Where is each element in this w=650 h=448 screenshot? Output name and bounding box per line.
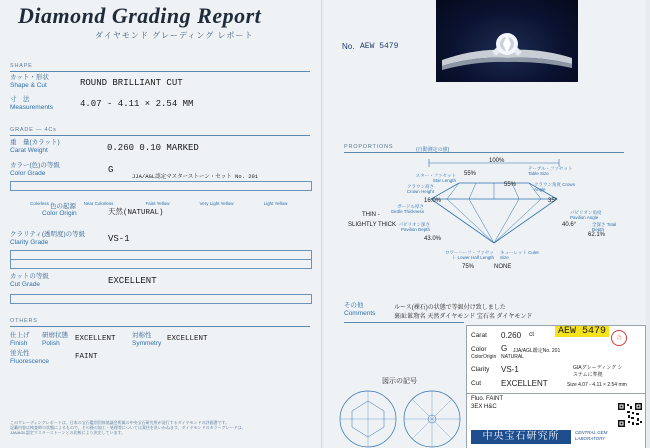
label-pav-angle: パビリオン角度 Pavilion Angle (570, 210, 602, 220)
carat-label-jp: 重 量(カラット) (10, 139, 60, 146)
color-scale-label: Faint Yellow (145, 201, 170, 206)
fluor-value: FAINT (75, 353, 98, 361)
ring-photo (436, 0, 578, 82)
certificate-card (466, 325, 646, 448)
cut-scale-cell (71, 303, 131, 304)
report-left-page (0, 0, 322, 448)
card-fluor: Fluo. FAINT (471, 396, 504, 402)
color-scale-cell (298, 190, 311, 191)
card-origin-value: NATURAL (501, 354, 524, 360)
fluor-label-jp: 蛍光性 (10, 350, 30, 357)
origin-label-jp: 色の起源 (50, 203, 76, 210)
symmetry-value: EXCELLENT (167, 335, 208, 343)
footnote-line: このグレーディングレポートは、日本の宝石鑑別団体協議会所属の中央宝石研究所が発行するダイヤモンドの評価書です。 (10, 420, 230, 425)
report-subtitle: ダイヤモンド グレーディング レポート (95, 31, 254, 40)
card-carat-value: 0.260 (501, 331, 522, 340)
color-scale-cell (180, 190, 193, 191)
clarity-subscale-cell (144, 268, 177, 269)
fluor-label-en: Fluorescence (10, 358, 50, 365)
footnote (10, 420, 310, 435)
card-cut-label: Cut (471, 380, 482, 387)
color-scale-cell (24, 190, 37, 191)
label-pav-depth: パビリオン深さ Pavilion Depth (398, 222, 430, 232)
color-scale-cell (193, 190, 206, 191)
divider (10, 135, 310, 136)
color-scale-cell (89, 190, 102, 191)
clarity-subscale-cell (178, 268, 211, 269)
label-table: テーブル・ファセット Table Size (528, 166, 573, 176)
label-crown-height: クラウン高さ Crown Height (406, 184, 434, 194)
footnote-line: 記載内容は検査時の状態によるもので、その後の加工・処理等については責任を負いかねます。ダイヤモンドのカラーグレードは、 (10, 425, 246, 430)
cut-value: EXCELLENT (108, 276, 157, 286)
pavilion-depth-pct: 43.0% (424, 236, 442, 242)
color-scale-cell (50, 190, 63, 191)
meas-value: 4.07 - 4.11 × 2.54 MM (80, 99, 194, 109)
label-lower-half: ロワーハーフ・ファセット Lower Half Length (445, 250, 494, 260)
color-scale-cell (115, 190, 128, 191)
table-pct: 55% (504, 182, 517, 188)
divider (344, 322, 464, 323)
report-no-label: No. (342, 42, 355, 51)
cut-scale-cell (131, 303, 191, 304)
qr-code-icon (617, 402, 643, 428)
clarity-subscale-cell (78, 268, 111, 269)
comments-line-2: 裏面:鉱物名 天然ダイヤモンド 宝石名 ダイヤモンド (394, 314, 533, 320)
clarity-subscale-cell (211, 268, 244, 269)
color-value: G (108, 165, 114, 175)
clarity-value: VS-1 (108, 234, 130, 244)
report-no: AEW 5479 (360, 42, 399, 51)
meas-label-jp: 寸 法 (10, 96, 30, 103)
girdle-value: THIN - (362, 212, 380, 218)
comments-line-1: ルース(裸石)の状態で等級付け致しました (394, 305, 506, 311)
footnote-line: JJA/AGL認定マスターストーンとの比較により決定しています。 (10, 430, 126, 435)
plot-title: 図示の記号 (382, 378, 417, 385)
color-scale-cell (154, 190, 167, 191)
card-carat-label: Carat (471, 332, 487, 339)
carat-label-en: Carat Weight (10, 147, 48, 154)
color-scale-cell (37, 190, 50, 191)
cut-scale (10, 294, 312, 304)
color-scale-cell (128, 190, 141, 191)
color-scale-cell (141, 190, 154, 191)
color-scale-cell (11, 190, 24, 191)
total-depth: 62.1% (588, 232, 606, 238)
card-carat-unit: ct (529, 331, 535, 338)
color-scale-label: Light Yellow (263, 201, 288, 206)
color-scale-cell (233, 190, 246, 191)
card-stamp-no: AEW 5479 (555, 326, 609, 337)
girdle-value-2: SLIGHTLY THICK (348, 222, 397, 228)
card-polish-sym: 3EX H&C (471, 404, 497, 410)
comments-label-jp: その他 (344, 302, 364, 309)
color-label-en: Color Grade (10, 170, 46, 177)
color-label-jp: カラー(色)の等級 (10, 162, 60, 169)
color-scale-cell (167, 190, 180, 191)
color-scale-cell (259, 190, 272, 191)
finish-label-en: Finish (10, 340, 28, 347)
label-total-depth: 全深さ Total Depth (592, 222, 617, 232)
color-scale-label: Very Light Yellow (199, 201, 234, 206)
shape-label-en: Shape & Cut (10, 82, 47, 89)
origin-value: 天然(NATURAL) (108, 209, 164, 217)
clarity-subscale-cell (111, 268, 144, 269)
cut-scale-cell (191, 303, 251, 304)
report-title: Diamond Grading Report (18, 3, 262, 28)
color-scale-cell (102, 190, 115, 191)
color-scale-label: Near Colorless (83, 201, 114, 206)
polish-label-jp: 研磨状態 (42, 332, 68, 339)
color-scale-cell (206, 190, 219, 191)
color-scale-cell (63, 190, 76, 191)
cut-label-en: Cut Grade (10, 281, 40, 288)
polish-label-en: Polish (42, 340, 60, 347)
pavilion-angle: 40.6° (562, 222, 577, 228)
cut-label-jp: カットの等級 (10, 273, 49, 280)
divider (344, 152, 624, 153)
auto-measure-note: (自動測定の値) (416, 147, 450, 153)
card-cut-value: EXCELLENT (501, 379, 548, 388)
total-width-pct: 100% (489, 158, 505, 164)
others-section-label: OTHERS (10, 318, 38, 324)
comments-label-en: Comments (344, 310, 376, 317)
clarity-label-jp: クラリティ(透明度)の等級 (10, 231, 86, 238)
divider (10, 326, 310, 327)
finish-label-jp: 仕上げ (10, 332, 30, 339)
card-color-origin-label: ColorOrigin (471, 354, 497, 360)
label-crown-angle: クラウン角度 Crown Angle (534, 182, 576, 192)
card-color-label: Color (471, 346, 487, 353)
clarity-subscale-cell (44, 268, 77, 269)
divider (10, 71, 310, 72)
report-right-page (324, 0, 646, 448)
crown-height-pct: 16.0% (424, 198, 442, 204)
card-color-value: G (501, 344, 508, 353)
card-clarity-label: Clarity (471, 366, 490, 373)
label-culet: キューレット Culet Size (500, 250, 539, 260)
shape-value: ROUND BRILLIANT CUT (80, 78, 183, 88)
ring-image (436, 0, 578, 82)
card-red-stamp: 合 (611, 330, 627, 346)
clarity-plot-diagram (338, 385, 462, 448)
card-color-note: JJA/AGL鑑定No. 201 (513, 348, 561, 354)
clarity-subscale (10, 259, 312, 269)
culet-value: NONE (494, 264, 512, 270)
symmetry-label-jp: 対称性 (132, 332, 152, 339)
polish-value: EXCELLENT (75, 335, 116, 343)
crown-angle: 35° (548, 198, 558, 204)
color-scale-cell (272, 190, 285, 191)
label-girdle: ガードル厚さ Girdle Thickness (390, 204, 424, 214)
lower-half-pct: 75% (462, 264, 475, 270)
card-gia-note: GIAグレーディング システムに準拠 (573, 365, 623, 378)
divider (467, 393, 645, 394)
clarity-subscale-cell (244, 268, 277, 269)
star-pct: 55% (464, 171, 477, 177)
color-scale (10, 181, 312, 191)
origin-label-en: Color Origin (42, 210, 77, 217)
meas-label-en: Measurements (10, 104, 53, 111)
proportions-label: PROPORTIONS (344, 144, 394, 150)
color-scale-cell (246, 190, 259, 191)
cut-scale-cell (11, 303, 71, 304)
carat-value: 0.260 0.10 MARKED (107, 143, 199, 153)
clarity-subscale-cell (278, 268, 311, 269)
card-clarity-value: VS-1 (501, 365, 519, 374)
shape-label-jp: カット・形状 (10, 74, 49, 81)
label-star: スター・ファセット Star Length (415, 173, 456, 183)
clarity-subscale-cell (11, 268, 44, 269)
color-scale-cell (285, 190, 298, 191)
card-lab-logo-jp: 中央宝石研究所 (471, 430, 571, 444)
clarity-label-en: Clarity Grade (10, 239, 49, 246)
grade-section-label: GRADE — 4Cs (10, 127, 57, 133)
color-scale-cell (220, 190, 233, 191)
cut-scale-cell (251, 303, 311, 304)
color-note: JJA/AGL認定マスターストーン・セット No. 201 (132, 173, 259, 180)
shape-section-label: SHAPE (10, 63, 33, 69)
card-size-note: Size 4.07 - 4.11 × 2.54 mm (567, 382, 627, 388)
card-lab-logo-en: CENTRAL GEM LABORATORY (575, 430, 608, 441)
symmetry-label-en: Symmetry (132, 340, 162, 347)
color-scale-label: Colorless (30, 201, 49, 206)
color-scale-cell (76, 190, 89, 191)
